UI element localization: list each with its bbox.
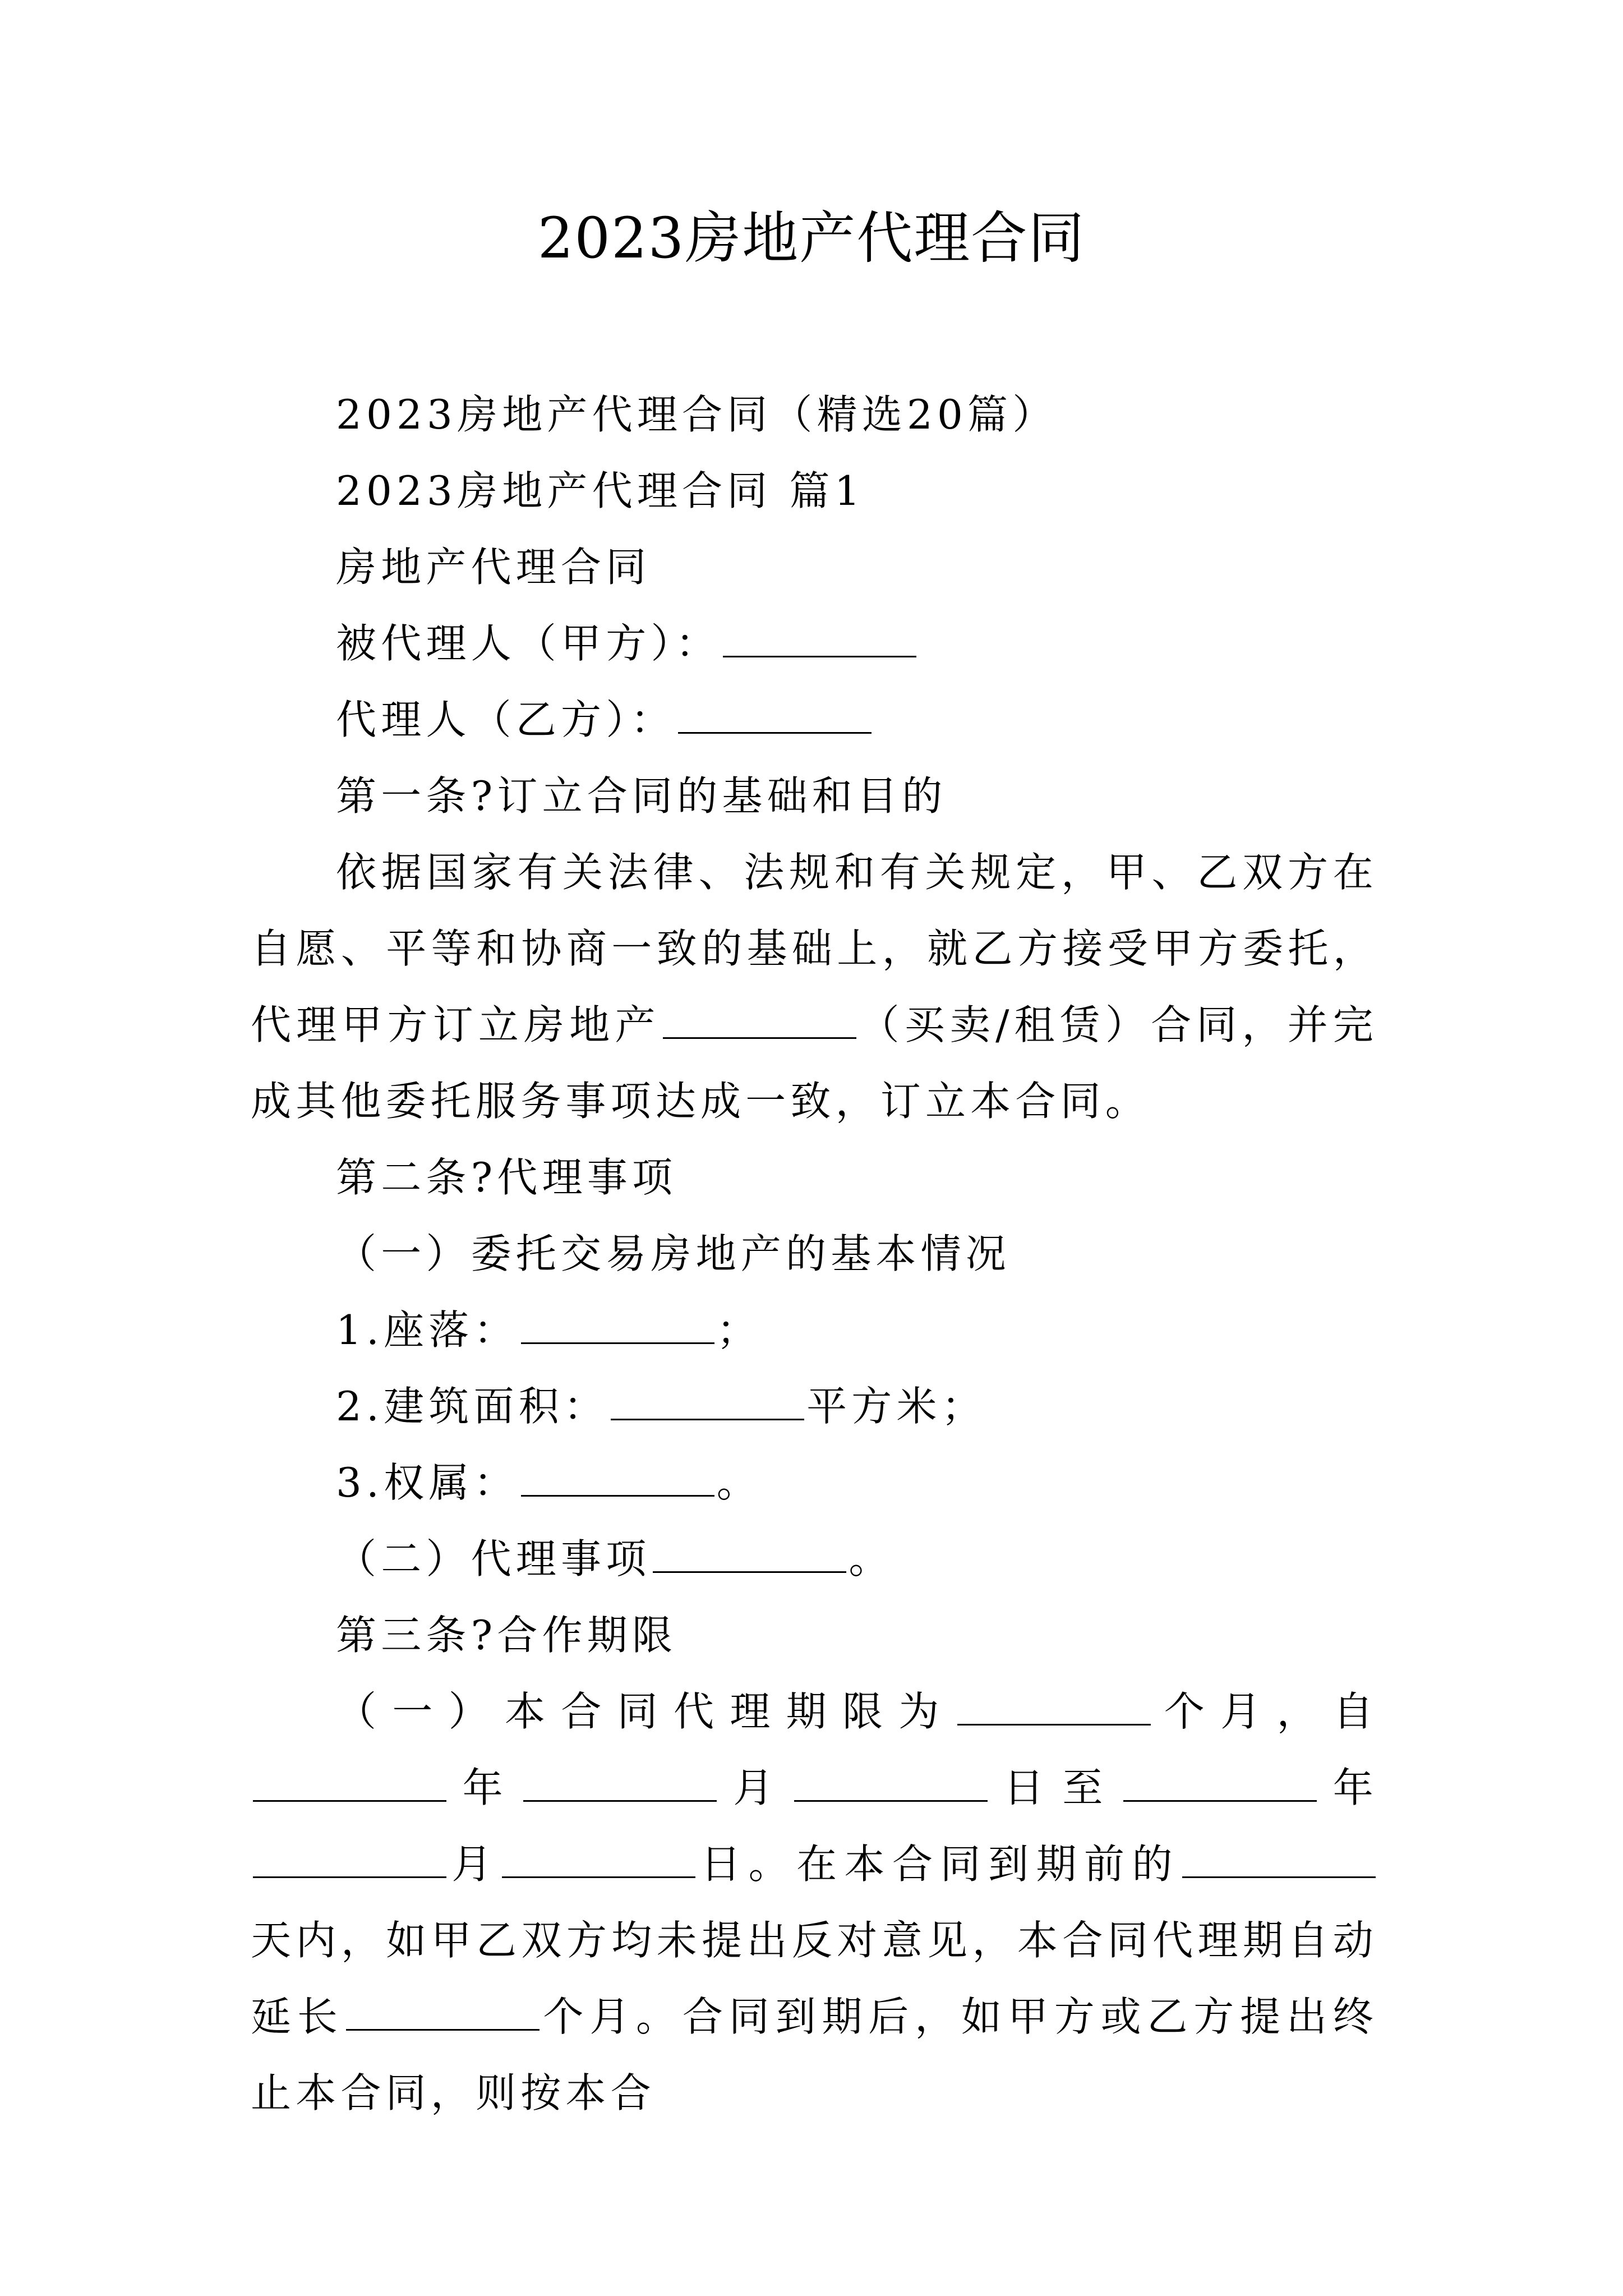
- paragraph-subtitle: 2023房地产代理合同（精选20篇）: [336, 391, 1058, 438]
- item-ownership: [251, 1444, 1378, 1521]
- article-3-heading: 第三条?合作期限: [336, 1612, 677, 1659]
- agency-matters-end: 。: [849, 1535, 894, 1582]
- item-area: [251, 1368, 1378, 1444]
- agency-matters-label: （二）代理事项: [336, 1535, 651, 1582]
- article-1-text-part2: （买卖/租赁）合同，并完成其他委托服务事项达成一致，订立本合同。: [251, 1001, 1378, 1125]
- ownership-label: 3.权属：: [336, 1459, 519, 1506]
- start-month-blank[interactable]: [523, 1766, 717, 1802]
- paragraph-party-b: [251, 682, 1378, 758]
- transaction-type-blank[interactable]: [663, 1004, 856, 1039]
- term-text-5: 日至: [989, 1764, 1122, 1811]
- term-months-blank[interactable]: [957, 1690, 1151, 1726]
- location-end: ；: [716, 1306, 762, 1354]
- party-a-label: 被代理人（甲方）：: [336, 620, 721, 667]
- paragraph-contract-name: 房地产代理合同: [336, 544, 651, 591]
- area-blank[interactable]: [611, 1385, 804, 1420]
- ownership-blank[interactable]: [521, 1461, 714, 1497]
- party-b-label: 代理人（乙方）：: [336, 696, 676, 743]
- party-b-blank[interactable]: [678, 698, 872, 734]
- term-text-9: 天内，如甲乙双方均未提出反对意见，本合同代理期自动延长: [251, 1917, 1378, 2040]
- start-day-blank[interactable]: [794, 1766, 988, 1802]
- area-unit: 平方米；: [806, 1383, 986, 1430]
- term-text-2: 个月，自: [1152, 1688, 1378, 1735]
- term-text-1: （一）本合同代理期限为: [336, 1688, 955, 1735]
- area-label: 2.建筑面积：: [336, 1383, 609, 1430]
- term-text-8: 日。在本合同到期前的: [697, 1841, 1180, 1888]
- extension-months-blank[interactable]: [346, 1995, 540, 2031]
- end-month-blank[interactable]: [253, 1843, 446, 1878]
- article-1-heading: 第一条?订立合同的基础和目的: [336, 772, 947, 820]
- end-year-blank[interactable]: [1123, 1766, 1317, 1802]
- ownership-end: 。: [716, 1459, 762, 1506]
- location-blank[interactable]: [521, 1309, 714, 1344]
- article-1-text-part1: 依据国家有关法律、法规和有关规定，甲、乙双方在自愿、平等和协商一致的基础上，就乙方接受甲方委托，代理甲方订立房地产: [251, 849, 1378, 1048]
- term-text-10: 个月。合同到期后，如甲方或乙方提出终止本合同，则按本合: [251, 1993, 1378, 2116]
- party-a-blank[interactable]: [723, 622, 916, 657]
- term-text-4: 月: [719, 1764, 792, 1811]
- item-location: [251, 1292, 1378, 1368]
- term-text-6: 年: [1319, 1764, 1378, 1811]
- document-body: [251, 376, 1378, 2131]
- notice-days-blank[interactable]: [1182, 1843, 1376, 1878]
- article-3-body: [251, 1673, 1378, 2131]
- document-title: 2023房地产代理合同: [537, 205, 1086, 271]
- term-text-3: 年: [449, 1764, 522, 1811]
- start-year-blank[interactable]: [253, 1766, 446, 1802]
- term-text-7: 月: [449, 1841, 500, 1888]
- agency-matters-blank[interactable]: [653, 1538, 846, 1573]
- paragraph-section-heading: 2023房地产代理合同 篇1: [336, 467, 865, 514]
- article-2-sub-1: （一）委托交易房地产的基本情况: [336, 1230, 1011, 1277]
- article-1-body: [251, 834, 1378, 1139]
- location-label: 1.座落：: [336, 1306, 519, 1354]
- paragraph-party-a: [251, 605, 1378, 682]
- end-day-blank[interactable]: [502, 1843, 695, 1878]
- article-2-sub-2: [251, 1521, 1378, 1597]
- article-2-heading: 第二条?代理事项: [336, 1154, 677, 1201]
